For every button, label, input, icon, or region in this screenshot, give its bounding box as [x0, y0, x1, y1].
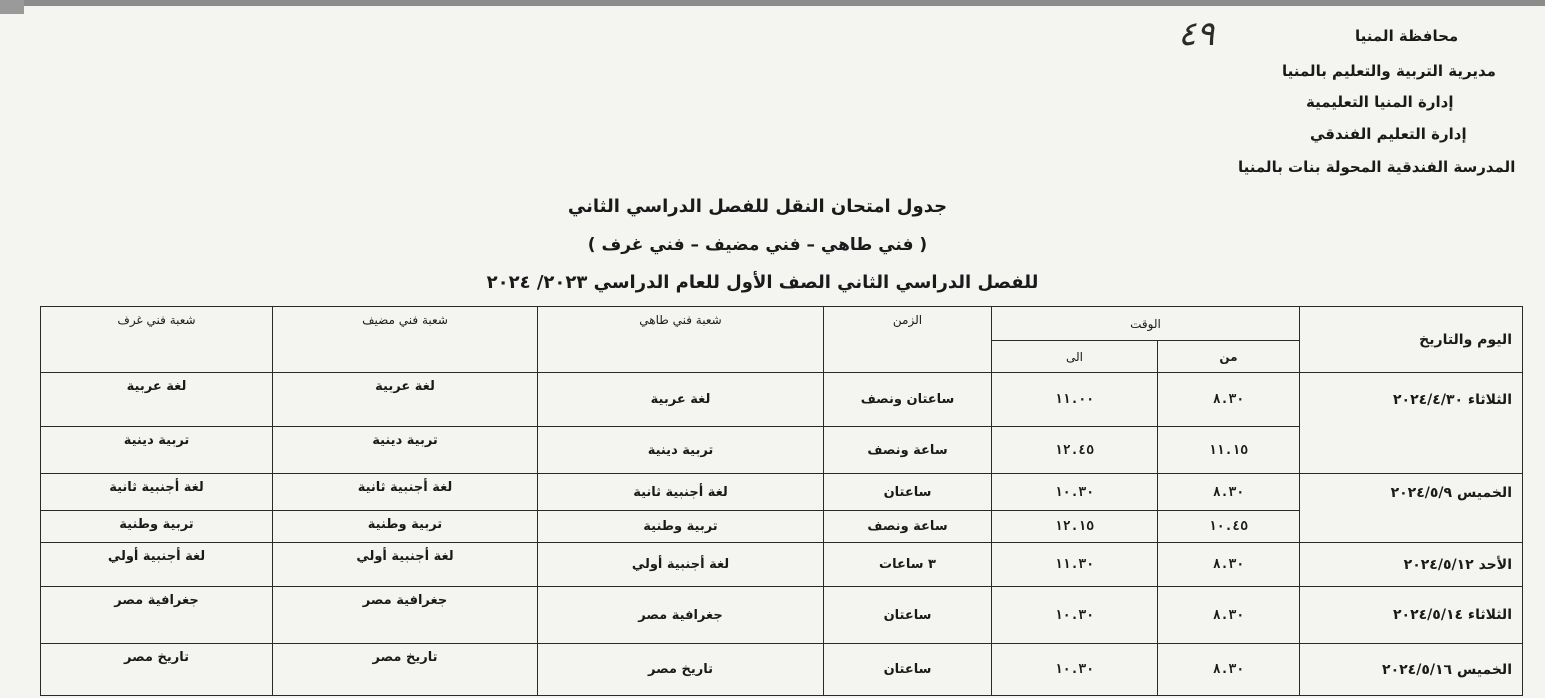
duration-cell: ٣ ساعات	[824, 543, 992, 587]
duration-cell: ساعة ونصف	[824, 511, 992, 543]
steward-subject-cell: لغة أجنبية ثانية	[273, 474, 538, 511]
table-row	[41, 587, 1523, 644]
time-to-cell: ١٢.٤٥	[992, 427, 1158, 474]
rooms-subject-cell: لغة عربية	[41, 373, 273, 427]
steward-subject-cell: تربية دينية	[273, 427, 538, 474]
duration-cell: ساعتان ونصف	[824, 373, 992, 427]
header-to: الى	[992, 341, 1158, 373]
time-from-cell: ١٠.٤٥	[1158, 511, 1300, 543]
day-date-cell: الخميس ٢٠٢٤/٥/٩	[1300, 474, 1523, 543]
time-to-cell: ١١.٠٠	[992, 373, 1158, 427]
steward-subject-cell: تاريخ مصر	[273, 644, 538, 696]
time-from-cell: ٨.٣٠	[1158, 587, 1300, 644]
header-governorate: محافظة المنيا	[1355, 27, 1459, 45]
day-date-cell: الخميس ٢٠٢٤/٥/١٦	[1300, 644, 1523, 696]
time-from-cell: ٨.٣٠	[1158, 474, 1300, 511]
steward-subject-cell: تربية وطنية	[273, 511, 538, 543]
time-to-cell: ١٠.٣٠	[992, 644, 1158, 696]
handwritten-page-number: ٤٩	[1178, 14, 1215, 54]
exam-schedule-table	[40, 306, 1523, 696]
table-row	[41, 543, 1523, 587]
chef-subject-cell: تربية دينية	[538, 427, 824, 474]
header-school-name: المدرسة الفندقية المحولة بنات بالمنيا	[1238, 158, 1516, 176]
duration-cell: ساعتان	[824, 587, 992, 644]
header-row	[41, 307, 1523, 341]
chef-subject-cell: جغرافية مصر	[538, 587, 824, 644]
rooms-subject-cell: تربية وطنية	[41, 511, 273, 543]
time-from-cell: ٨.٣٠	[1158, 373, 1300, 427]
header-from: من	[1158, 341, 1300, 373]
time-from-cell: ٨.٣٠	[1158, 543, 1300, 587]
steward-subject-cell: لغة أجنبية أولي	[273, 543, 538, 587]
chef-subject-cell: تاريخ مصر	[538, 644, 824, 696]
chef-subject-cell: تربية وطنية	[538, 511, 824, 543]
rooms-subject-cell: لغة أجنبية ثانية	[41, 474, 273, 511]
time-to-cell: ١٠.٣٠	[992, 474, 1158, 511]
steward-subject-cell: جغرافية مصر	[273, 587, 538, 644]
document-subtitle: ( فني طاهي – فني مضيف – فني غرف )	[587, 235, 928, 255]
rooms-subject-cell: تاريخ مصر	[41, 644, 273, 696]
chef-subject-cell: لغة أجنبية أولي	[538, 543, 824, 587]
chef-subject-cell: لغة عربية	[538, 373, 824, 427]
header-chef-section: شعبة فني طاهي	[538, 307, 824, 373]
header-time: الوقت	[992, 307, 1300, 341]
header-administration: إدارة المنيا التعليمية	[1306, 93, 1454, 111]
time-to-cell: ١٢.١٥	[992, 511, 1158, 543]
scan-corner-shadow	[0, 0, 24, 14]
document-title: جدول امتحان النقل للفصل الدراسي الثاني	[567, 196, 948, 217]
time-from-cell: ١١.١٥	[1158, 427, 1300, 474]
time-from-cell: ٨.٣٠	[1158, 644, 1300, 696]
rooms-subject-cell: تربية دينية	[41, 427, 273, 474]
time-to-cell: ١١.٣٠	[992, 543, 1158, 587]
table-row	[41, 373, 1523, 427]
header-rooms-section: شعبة فني غرف	[41, 307, 273, 373]
table-row	[41, 644, 1523, 696]
rooms-subject-cell: لغة أجنبية أولي	[41, 543, 273, 587]
chef-subject-cell: لغة أجنبية ثانية	[538, 474, 824, 511]
duration-cell: ساعتان	[824, 474, 992, 511]
steward-subject-cell: لغة عربية	[273, 373, 538, 427]
term-line: للفصل الدراسي الثاني الصف الأول للعام الدراسي ٢٠٢٣/ ٢٠٢٤	[486, 272, 1039, 293]
header-hotel-education: إدارة التعليم الفندقي	[1310, 125, 1467, 143]
header-day-date: اليوم والتاريخ	[1300, 307, 1523, 373]
time-to-cell: ١٠.٣٠	[992, 587, 1158, 644]
day-date-cell: الثلاثاء ٢٠٢٤/٤/٣٠	[1300, 373, 1523, 474]
header-directorate: مديرية التربية والتعليم بالمنيا	[1282, 62, 1496, 80]
header-steward-section: شعبة فني مضيف	[273, 307, 538, 373]
scan-top-border	[0, 0, 1545, 6]
duration-cell: ساعتان	[824, 644, 992, 696]
day-date-cell: الأحد ٢٠٢٤/٥/١٢	[1300, 543, 1523, 587]
duration-cell: ساعة ونصف	[824, 427, 992, 474]
table-row	[41, 474, 1523, 511]
rooms-subject-cell: جغرافية مصر	[41, 587, 273, 644]
header-duration: الزمن	[824, 307, 992, 373]
day-date-cell: الثلاثاء ٢٠٢٤/٥/١٤	[1300, 587, 1523, 644]
